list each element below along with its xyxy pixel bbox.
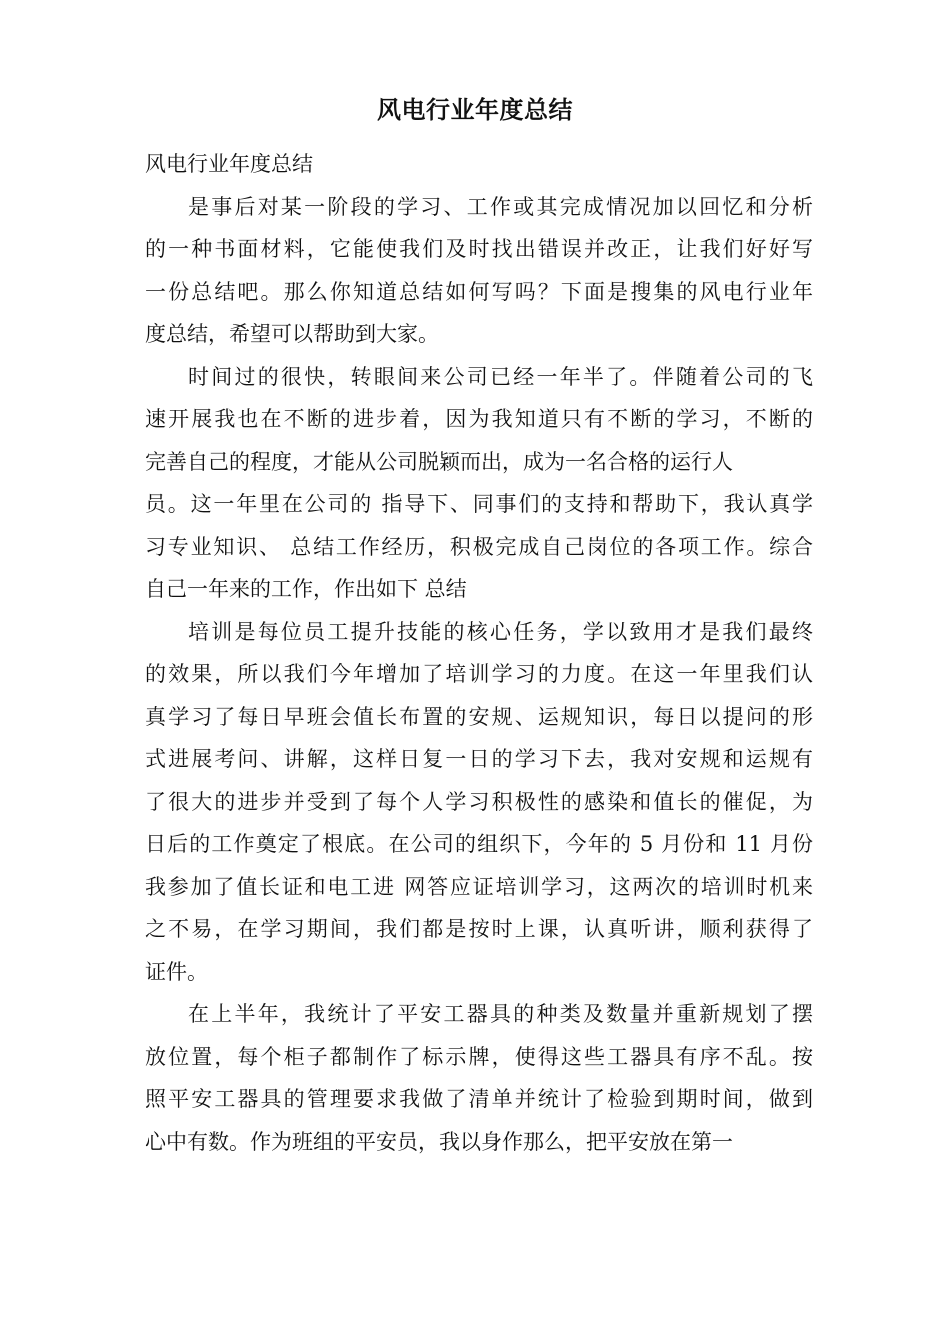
body-text-line: 度总结，希望可以帮助到大家。: [145, 322, 439, 346]
body-text-line: 照平安工器具的管理要求我做了清单并统计了检验到期时间，做到: [145, 1087, 813, 1111]
body-text-line: 的一种书面材料，它能使我们及时找出错误并改正，让我们好好写: [145, 237, 813, 261]
body-text-line: 时间过的很快，转眼间来公司已经一年半了。伴随着公司的飞: [188, 364, 813, 389]
document-body: [145, 143, 813, 1163]
body-text-line: 完善自己的程度，才能从公司脱颖而出，成为一名合格的运行人: [145, 449, 733, 474]
body-text-line: 培训是每位员工提升技能的核心任务，学以致用才是我们最终: [188, 619, 813, 644]
body-text-line: 在上半年，我统计了平安工器具的种类及数量并重新规划了摆: [188, 1002, 813, 1026]
body-text-line: 心中有数。作为班组的平安员，我以身作那么，把平安放在第一: [145, 1129, 733, 1154]
body-text-line: 员。这一年里在公司的 指导下、同事们的支持和帮助下，我认真学: [145, 492, 813, 516]
body-text-line: 我参加了值长证和电工进 网答应证培训学习，这两次的培训时机来: [145, 874, 813, 899]
body-text-line: 自己一年来的工作，作出如下 总结: [145, 577, 467, 601]
body-text-line: 习专业知识、 总结工作经历，积极完成自己岗位的各项工作。综合: [145, 534, 813, 559]
body-text-line: 一份总结吧。那么你知道总结如何写吗？下面是搜集的风电行业年: [145, 279, 813, 304]
body-text-line: 真学习了每日早班会值长布置的安规、运规知识，每日以提问的形: [145, 704, 813, 729]
body-text-line: 式进展考问、讲解，这样日复一日的学习下去，我对安规和运规有: [145, 747, 813, 771]
body-text-line: 速开展我也在不断的进步着，因为我知道只有不断的学习，不断的: [145, 407, 813, 431]
body-text-line: 证件。: [145, 959, 208, 984]
body-text-line: 了很大的进步并受到了每个人学习积极性的感染和值长的催促，为: [145, 789, 813, 814]
body-text-line: 日后的工作奠定了根底。在公司的组织下，今年的 5 月份和 11 月份: [145, 832, 813, 856]
body-text-line: 之不易，在学习期间，我们都是按时上课，认真听讲，顺利获得了: [145, 917, 813, 941]
document-title: 风电行业年度总结: [377, 95, 573, 124]
body-text-line: 是事后对某一阶段的学习、工作或其完成情况加以回忆和分析: [188, 194, 813, 219]
body-text-line: 风电行业年度总结: [145, 152, 313, 176]
body-text-line: 的效果，所以我们今年增加了培训学习的力度。在这一年里我们认: [145, 662, 813, 686]
body-text-line: 放位置，每个柜子都制作了标示牌，使得这些工器具有序不乱。按: [145, 1044, 813, 1069]
